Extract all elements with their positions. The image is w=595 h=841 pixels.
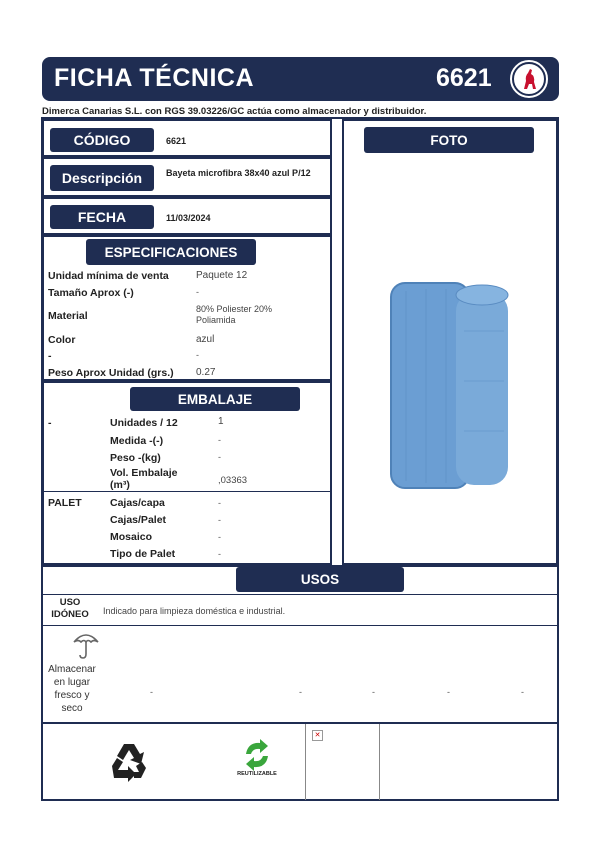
foto-label: FOTO <box>364 127 534 153</box>
usos-dash: - <box>372 687 375 697</box>
embalaje-value: - <box>218 549 221 559</box>
embalaje-value: - <box>218 435 221 445</box>
codigo-label: CÓDIGO <box>50 128 154 152</box>
embalaje-value: - <box>218 532 221 542</box>
broken-image-icon: ✕ <box>312 730 323 741</box>
embalaje-group-label: PALET <box>48 497 82 509</box>
spec-label: - <box>48 350 52 362</box>
spec-label: Peso Aprox Unidad (grs.) <box>48 367 174 379</box>
especificaciones-box <box>42 235 332 381</box>
fecha-box <box>42 197 332 235</box>
spec-value: 0.27 <box>196 367 216 378</box>
fecha-label: FECHA <box>50 205 154 229</box>
foto-box <box>342 119 558 565</box>
embalaje-title: EMBALAJE <box>130 387 300 411</box>
spec-value: 80% Poliester 20% Poliamida <box>196 304 273 325</box>
embalaje-value: - <box>218 452 221 462</box>
embalaje-label: Vol. Embalaje (m³) <box>110 467 178 491</box>
descripcion-box <box>42 157 332 197</box>
kangaroo-logo-icon <box>510 60 548 98</box>
embalaje-group-label: - <box>48 417 52 429</box>
spec-value: - <box>196 287 199 297</box>
uso-idoneo-text: Indicado para limpieza doméstica e industrial. <box>103 606 286 616</box>
embalaje-box <box>42 381 332 565</box>
embalaje-label: Peso -(kg) <box>110 452 161 464</box>
spec-label: Tamaño Aprox (-) <box>48 287 134 299</box>
embalaje-label: Tipo de Palet <box>110 548 176 560</box>
reusable-label: REUTILIZABLE <box>237 771 277 777</box>
usos-dash: - <box>150 687 153 697</box>
spec-label: Material <box>48 310 88 322</box>
usos-dash: - <box>447 687 450 697</box>
embalaje-label: Unidades / 12 <box>110 417 178 429</box>
header-banner <box>42 57 559 101</box>
spec-value: - <box>196 350 199 360</box>
usos-row-top <box>41 594 559 595</box>
embalaje-value: ,03363 <box>218 475 248 486</box>
uso-idoneo-label: USO IDÓNEO <box>51 597 89 620</box>
storage-text: Almacenar en lugar fresco y seco <box>48 664 96 714</box>
company-subtitle: Dimerca Canarias S.L. con RGS 39.03226/GC actúa como almacenador y distribuidor. <box>42 106 427 117</box>
embalaje-label: Cajas/Palet <box>110 514 167 526</box>
descripcion-value: Bayeta microfibra 38x40 azul P/12 <box>166 168 311 178</box>
umbrella-icon <box>72 628 100 660</box>
icons-divider <box>41 722 559 724</box>
recycle-icon <box>106 740 152 784</box>
codigo-box <box>42 119 332 157</box>
page-title: FICHA TÉCNICA <box>54 64 255 92</box>
image-placeholder <box>305 724 380 800</box>
spec-value: Paquete 12 <box>196 270 248 281</box>
embalaje-divider <box>44 491 330 492</box>
product-photo <box>386 271 526 491</box>
embalaje-value: - <box>218 498 221 508</box>
embalaje-label: Cajas/capa <box>110 497 165 509</box>
embalaje-label: Mosaico <box>110 531 153 543</box>
embalaje-value: 1 <box>218 416 224 427</box>
spec-label: Unidad mínima de venta <box>48 270 169 282</box>
usos-title: USOS <box>236 567 404 592</box>
codigo-value: 6621 <box>166 136 187 146</box>
fecha-value: 11/03/2024 <box>166 213 211 223</box>
usos-row-bottom <box>41 625 559 626</box>
reusable-icon <box>232 738 282 782</box>
usos-dash: - <box>299 687 302 697</box>
embalaje-value: - <box>218 515 221 525</box>
especificaciones-title: ESPECIFICACIONES <box>86 239 256 265</box>
usos-dash: - <box>521 687 524 697</box>
spec-value: azul <box>196 334 215 345</box>
descripcion-label: Descripción <box>50 165 154 191</box>
spec-label: Color <box>48 334 76 346</box>
embalaje-label: Medida -(-) <box>110 435 164 447</box>
header-code: 6621 <box>436 64 492 92</box>
